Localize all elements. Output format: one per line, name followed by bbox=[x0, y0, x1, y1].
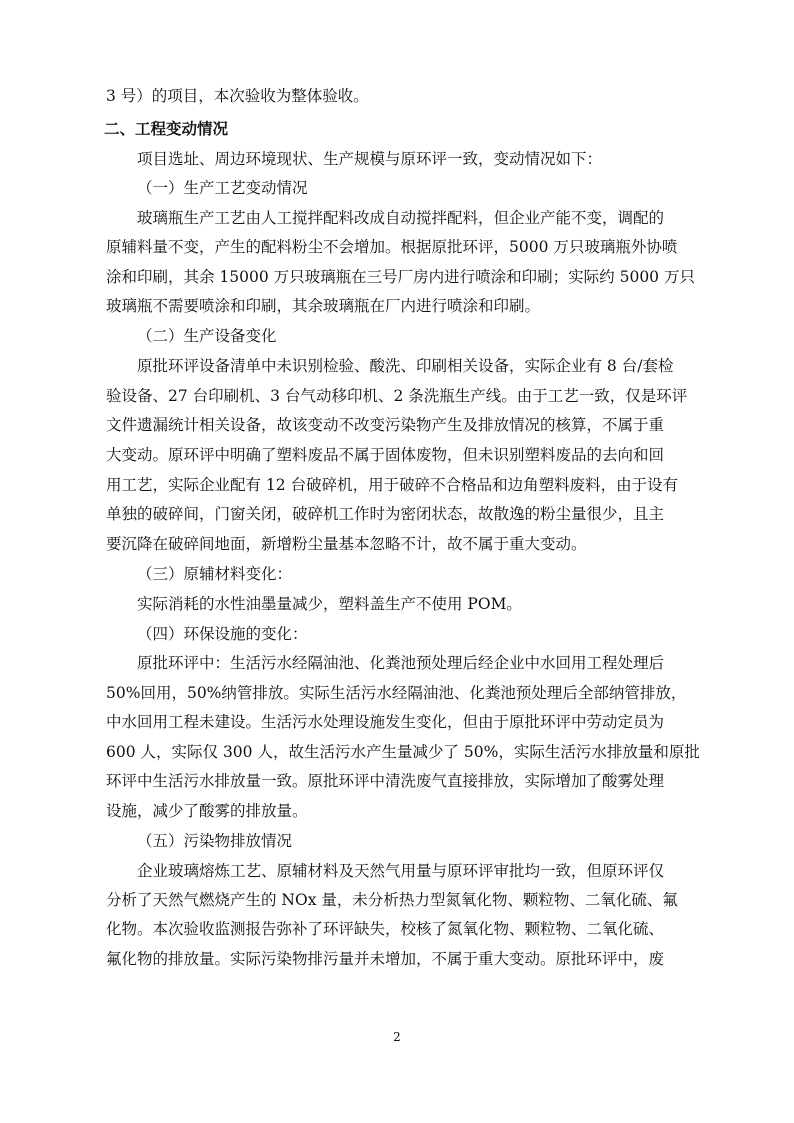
text-line: 大变动。原环评中明确了塑料废品不属于固体废物，但未识别塑料废品的去向和回 bbox=[106, 446, 665, 464]
page-number: 2 bbox=[393, 1030, 401, 1044]
text-line: 50%回用，50%纳管排放。实际生活污水经隔油池、化粪池预处理后全部纳管排放， bbox=[106, 684, 687, 702]
text-line: 单独的破碎间，门窗关闭，破碎机工作时为密闭状态，故散逸的粉尘量很少，且主 bbox=[106, 505, 665, 523]
text-line: 环评中生活污水排放量一致。原批环评中清洗废气直接排放，实际增加了酸雾处理 bbox=[106, 772, 665, 790]
text-line: 600 人，实际仅 300 人，故生活污水产生量减少了 50%，实际生活污水排放量和原批 bbox=[106, 743, 700, 761]
text-line: 用工艺，实际企业配有 12 台破碎机，用于破碎不合格品和边角塑料废料，由于设有 bbox=[106, 476, 679, 494]
text-line: 3 号）的项目，本次验收为整体验收。 bbox=[106, 87, 369, 105]
text-line: 企业玻璃熔炼工艺、原辅材料及天然气用量与原环评审批均一致，但原环评仅 bbox=[137, 862, 665, 880]
text-line: 氟化物的排放量。实际污染物排污量并未增加，不属于重大变动。原批环评中，废 bbox=[106, 950, 665, 968]
text-line: 原辅料量不变，产生的配料粉尘不会增加。根据原批环评，5000 万只玻璃瓶外协喷 bbox=[106, 238, 678, 256]
text-line: 涂和印刷，其余 15000 万只玻璃瓶在三号厂房内进行喷涂和印刷；实际约 5000 万只 bbox=[106, 268, 695, 286]
text-line: （一）生产工艺变动情况 bbox=[137, 179, 308, 197]
text-line: （三）原辅材料变化： bbox=[137, 565, 293, 583]
text-line: 设施，减少了酸雾的排放量。 bbox=[106, 802, 308, 820]
section-heading: 二、工程变动情况 bbox=[104, 120, 229, 138]
text-line: 项目选址、周边环境现状、生产规模与原环评一致，变动情况如下： bbox=[137, 150, 603, 168]
text-line: （五）污染物排放情况 bbox=[137, 832, 293, 850]
text-line: 文件遗漏统计相关设备，故该变动不改变污染物产生及排放情况的核算，不属于重 bbox=[106, 416, 665, 434]
text-line: （四）环保设施的变化： bbox=[137, 625, 308, 643]
text-line: 实际消耗的水性油墨量减少，塑料盖生产不使用 POM。 bbox=[137, 595, 522, 613]
text-line: 验设备、27 台印刷机、3 台气动移印机、2 条洗瓶生产线。由于工艺一致，仅是环评 bbox=[106, 387, 688, 405]
text-line: 原批环评中：生活污水经隔油池、化粪池预处理后经企业中水回用工程处理后 bbox=[137, 654, 665, 672]
text-line: 要沉降在破碎间地面，新增粉尘量基本忽略不计，故不属于重大变动。 bbox=[106, 535, 587, 553]
text-line: 中水回用工程未建设。生活污水处理设施发生变化，但由于原批环评中劳动定员为 bbox=[106, 713, 665, 731]
text-line: 玻璃瓶不需要喷涂和印刷，其余玻璃瓶在厂内进行喷涂和印刷。 bbox=[106, 297, 541, 315]
text-line: 分析了天然气燃烧产生的 NOx 量，未分析热力型氮氧化物、颗粒物、二氧化硫、氟 bbox=[106, 891, 678, 909]
text-line: （二）生产设备变化 bbox=[137, 327, 277, 345]
text-line: 原批环评设备清单中未识别检验、酸洗、印刷相关设备，实际企业有 8 台/套检 bbox=[137, 357, 674, 375]
text-line: 化物。本次验收监测报告弥补了环评缺失，校核了氮氧化物、颗粒物、二氧化硫、 bbox=[106, 920, 665, 938]
text-line: 玻璃瓶生产工艺由人工搅拌配料改成自动搅拌配料，但企业产能不变，调配的 bbox=[137, 209, 665, 227]
